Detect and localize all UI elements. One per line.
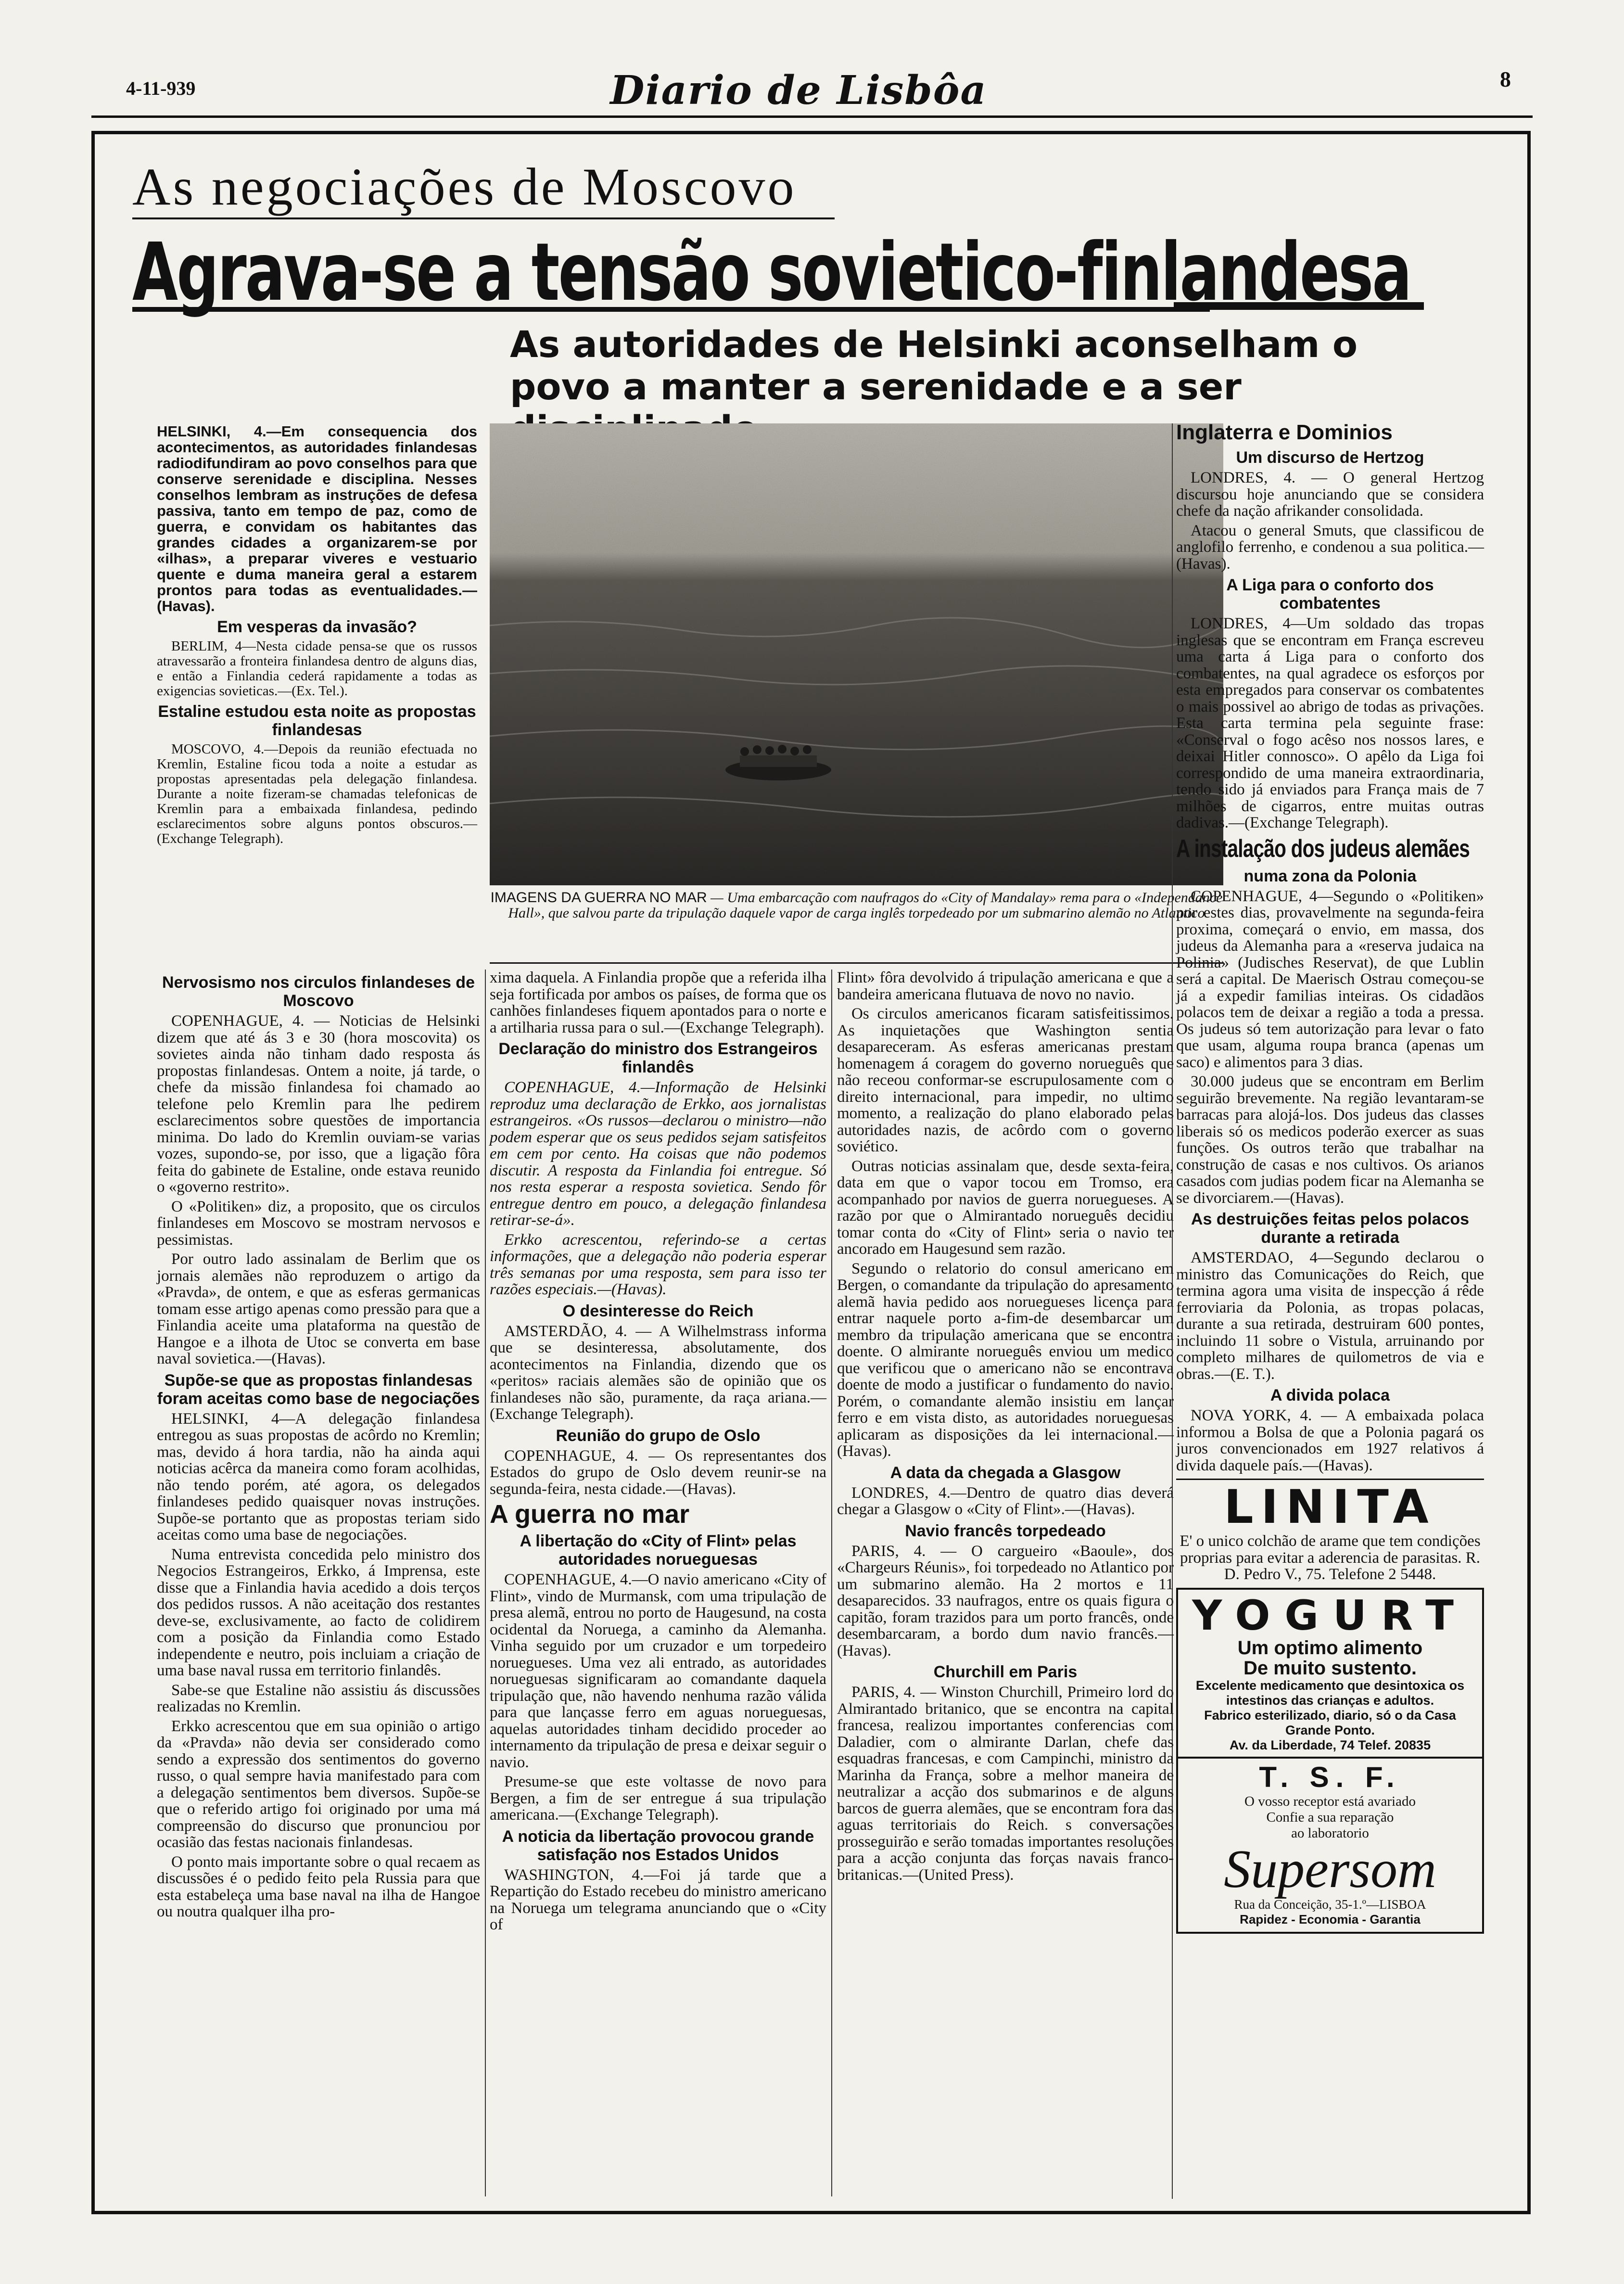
article-paragraph: Atacou o general Smuts, que classificou de anglofilo ferrenho, e condenou a sua politica.—(Havas).: [1176, 522, 1484, 573]
section-heading: Supõe-se que as propostas finlandesas foram aceitas como base de negociações: [157, 1371, 480, 1408]
linita-text: E' o unico colchão de arame que tem condições proprias para evitar a aderencia de parasitas. R. D. Pedro V., 75. Telefone 2 5448.: [1180, 1532, 1481, 1583]
article-paragraph: Por outro lado assinalam de Berlim que os jornais alemães não reproduzem o artigo da «Pravda», de ontem, e que as esferas germanicas tomam esse artigo apenas como pressão para que a Finlandia aceite uma plataforma na questão de Hangoe e a ilhota de Utoc se converta em base naval sovietica.—(Havas).: [157, 1250, 480, 1367]
tsf-text: O vosso receptor está avariado: [1244, 1793, 1416, 1809]
section-heading: Estaline estudou esta noite as propostas finlandesas: [158, 702, 476, 739]
article-paragraph: AMSTERDÃO, 4. — A Wilhelmstrass informa que se desinteressa, absolutamente, dos acontecimentos na Finlandia, dizendo que os «peritos» raciais alemães são de opinião que os finlandeses não são, puramente, da raça ariana.—(Exchange Telegraph).: [490, 1322, 826, 1423]
article-paragraph: 30.000 judeus que se encontram em Berlim seguirão brevemente. Na região levantaram-se barracas para alojá-los. Dos judeus das classes liberais só os medicos poderão exercer as suas funções. Os outros terão que trabalhar na construção de casas e nos cultivos. Os arianos casados com judias podem ficar na Alemanha se se divorciarem.—(Havas).: [1176, 1073, 1484, 1207]
section-heading: A libertação do «City of Flint» pelas autoridades norueguesas: [520, 1532, 797, 1569]
article-paragraph: Presume-se que este voltasse de novo para Bergen, a fim de ser entregue á sua tripulação americana.—(Exchange Telegraph).: [490, 1773, 826, 1824]
article-paragraph: HELSINKI, 4—A delegação finlandesa entregou as suas propostas de acôrdo no Kremlin; mas, devido á hora tardia, não ha ainda aqui noticias acêrca da maneira como foram acolhidas, não tendo porém, até agora, os delegados finlandeses pedido quaisquer novas instruções. Supõe-se portanto que as propostas teriam sido aceitas como uma base de negociações.: [157, 1410, 480, 1544]
yogurt-address: Av. da Liberdade, 74 Telef. 20835: [1229, 1737, 1431, 1752]
article-paragraph: COPENHAGUE, 4.—Informação de Helsinki reproduz uma declaração de Erkko, aos jornalistas estrangeiros. «Os russos—declarou o ministro—não podem esperar que os seus pedidos sejam satisfeitos em cem por cento. Ha coisas que não podemos discutir. A resposta da Finlandia foi entregue. Só nos resta esperar a resposta sovietica. Sendo fôr entregue dentro em pouco, a delegação finlandesa retirar-se-á».: [490, 1079, 826, 1229]
column-1-bottom: [157, 970, 480, 1923]
section-heading: O desinteresse do Reich: [562, 1301, 754, 1320]
tsf-slogan: Rapidez - Economia - Garantia: [1240, 1912, 1421, 1927]
article-paragraph: NOVA YORK, 4. — A embaixada polaca informou a Bolsa de que a Polonia pagará os juros convencionados em 1927 relativos á divida daquele país.—(Havas).: [1176, 1407, 1484, 1474]
section-heading: As destruições feitas pelos polacos durante a retirada: [1191, 1210, 1470, 1247]
headline-rule: [132, 307, 1210, 312]
article-paragraph: COPENHAGUE, 4. — Noticias de Helsinki dizem que até ás 3 e 30 (hora moscovita) os sovietes ainda não tinham dado resposta ás propostas finlandesas. Ontem a noite, já tarde, o chefe da missão finlandesa foi chamado ao telefone pelo Kremlin para lhe pedirem esclarecimentos sobre questões de importancia minima. Do lado do Kremlin ouviam-se varias vozes, supondo-se, por isso, que a ligação fôra feita do gabinete de Estaline, onde estava reunido o «governo restrito».: [157, 1012, 480, 1196]
article-paragraph: BERLIM, 4—Nesta cidade pensa-se que os russos atravessarão a fronteira finlandesa dentro de alguns dias, e então a Finlandia cederá rapidamente a todas as exigencias sovieticas.—(Ex. Tel.).: [157, 638, 477, 699]
section-heading-large: A instalação dos judeus alemães: [1176, 834, 1470, 863]
main-headline: Agrava-se a tensão sovietico-finlandesa: [132, 226, 1411, 319]
section-heading: numa zona da Polonia: [1243, 867, 1417, 885]
article-paragraph: Numa entrevista concedida pelo ministro dos Negocios Estrangeiros, Erkko, á Imprensa, este disse que a Finlandia havia acedido a dois terços dos pedidos russos. A não aceitação dos restantes deve-se, exclusivamente, ao facto de colidirem com a posição da Finlandia como Estado independente e neutro, pois incluiam a criação de uma base naval russa em territorio finlandês.: [157, 1545, 480, 1679]
section-heading: Em vesperas da invasão?: [217, 618, 417, 636]
article-paragraph: LONDRES, 4—Um soldado das tropas inglesas que se encontram em França escreveu uma carta á Liga para o conforto dos combatentes, na qual agradece os esforços por esta empregados para conservar os combatentes o mais possivel ao abrigo de todas as privações. Esta carta termina pela seguinte frase: «Conserval o fogo acêso nos nossos lares, e deixai Hitler connosco». O apêlo da Liga foi correspondido de uma maneira extraordinaria, tendo sido já enviados para França mais de 7 milhões de cigarros, entre muitas outras dadivas.—(Exchange Telegraph).: [1176, 615, 1484, 831]
column-3: [837, 970, 1174, 1886]
tsf-advertisement: [1176, 1759, 1484, 1934]
war-at-sea-photo: [490, 423, 1223, 885]
article-paragraph: WASHINGTON, 4.—Foi já tarde que a Repartição do Estado recebeu do ministro americano na Noruega um telegrama anunciando que o «City of: [490, 1866, 826, 1933]
column-2: [490, 970, 826, 1936]
article-paragraph: MOSCOVO, 4.—Depois da reunião efectuada no Kremlin, Estaline ficou toda a noite a estudar as propostas apresentadas pela delegação finlandesa. Durante a noite fizeram-se chamadas telefonicas de Kremlin para a embaixada finlandesa, pedindo esclarecimentos sobre alguns pontos obscuros.—(Exchange Telegraph).: [157, 741, 477, 846]
article-paragraph: COPENHAGUE, 4—Segundo o «Politiken» por estes dias, provavelmente na segunda-feira proxima, começará o envio, em massa, dos judeus da Alemanha para a «reserva judaica na Polinia» (Judisches Reservat), de que Lublin será a capital. De Maerisch Ostrau começou-se já a expedir familias inteiras. Os cidadãos polacos tem de deixar a região a toda a pressa. Os judeus só tem autorização para levar o fato que usam, alguma roupa branca (apenas um saco) e alimentos para 3 dias.: [1176, 887, 1484, 1071]
supersom-logo: Supersom: [1224, 1839, 1436, 1899]
article-paragraph: Outras noticias assinalam que, desde sexta-feira, data em que o vapor tocou em Tromso, era acompanhado por navios de guerra noruegueses. A razão por que o Almirantado norueguês decidiu tomar conta do «City of Flint» seria o navio ter ancorado em Haugesund sem razão.: [837, 1157, 1174, 1258]
caption-text: — Uma embarcação com naufragos do «City of Mandalay» rema para o «Independance Hall», que salvou parte da tripulação daquele vapor de carga inglês torpedeado por um submarino alemão no Atlantico: [508, 890, 1223, 921]
yogurt-logo: YOGURT: [1192, 1591, 1468, 1640]
kicker-headline: As negociações de Moscovo: [132, 157, 797, 216]
column-1-top: [157, 423, 477, 849]
article-paragraph: O ponto mais importante sobre o qual recaem as discussões é o pedido feito pela Russia para que esta estabeleça uma base naval na ilha de Hangoe ou noutra qualquer ilha pro-: [157, 1853, 480, 1920]
article-paragraph: LONDRES, 4. — O general Hertzog discursou hoje anunciando que se considera chefe da nação afrikander consolidada.: [1176, 469, 1484, 520]
section-heading: Nervosismo nos circulos finlandeses de Moscovo: [162, 973, 475, 1010]
yogurt-slogan: Um optimo alimento: [1237, 1637, 1423, 1659]
photo-caption: [490, 890, 1223, 921]
section-heading: A noticia da libertação provocou grande satisfação nos Estados Unidos: [502, 1827, 814, 1864]
section-heading: A Liga para o conforto dos combatentes: [1226, 576, 1434, 612]
yogurt-detail: Fabrico esterilizado, diario, só o da Casa Grande Ponto.: [1204, 1708, 1456, 1737]
article-paragraph: PARIS, 4. — O cargueiro «Baoule», dos «Chargeurs Réunis», foi torpedeado no Atlantico por um submarino alemão. Ha 2 mortos e 11 desaparecidos. 33 naufragos, entre os quais figura o capitão, foram trazidos para um porto francês, onde desembarcaram, a bordo dum navio francês.—(Havas).: [837, 1542, 1174, 1659]
tsf-text: ao laboratorio: [1291, 1825, 1369, 1841]
article-paragraph: AMSTERDAO, 4—Segundo declarou o ministro das Comunicações do Reich, que termina agora uma visita de inspecção á rêde ferroviaria da Polonia, as tropas polacas, durante a sua retirada, destruiram 600 pontes, incluindo 11 sobre o Vistula, arruinando por completo milhares de quilometros de via e obras.—(E. T.).: [1176, 1249, 1484, 1383]
page-number: 8: [1500, 67, 1511, 91]
tsf-address: Rua da Conceição, 35-1.º—LISBOA: [1234, 1897, 1426, 1912]
header-rule: [91, 115, 1533, 118]
yogurt-advertisement: [1176, 1588, 1484, 1759]
article-paragraph: PARIS, 4. — Winston Churchill, Primeiro lord do Almirantado britanico, que se encontra na capital francesa, realizou importantes conferencias com Daladier, com o almirante Darlan, chefe das esquadras francesas, e com Campinchi, ministro da Marinha da França, sobre a melhor maneira de neutralizar a acção dos submarinos e de alguns barcos de guerra alemães, que se encontram fora das aguas territoriais do Reich. s conversações prosseguirão e serão tomadas importantes resoluções para a acção conjunta das forças navais franco-britanicas.—(United Press).: [837, 1684, 1174, 1884]
article-paragraph: Os circulos americanos ficaram satisfeitissimos. As inquietações que Washington sentia desapareceram. As esferas americanas prestam homenagem á coragem do governo norueguês que não receou conformar-se escrupulosamente com o direito internacional, para impedir, no ultimo momento, a realização do plano elaborado pelas autoridades nazis, de acôrdo com o governo soviético.: [837, 1005, 1174, 1155]
column-rule: [485, 970, 486, 2196]
article-paragraph: Flint» fôra devolvido á tripulação americana e que a bandeira americana flutuava de novo no navio.: [837, 969, 1174, 1003]
column-rule: [831, 970, 832, 2196]
yogurt-detail: Excelente medicamento que desintoxica os intestinos das crianças e adultos.: [1195, 1678, 1465, 1708]
caption-lead: IMAGENS DA GUERRA NO MAR: [490, 890, 707, 906]
issue-date: 4-11-939: [126, 77, 196, 99]
article-paragraph: Sabe-se que Estaline não assistiu ás discussões realizadas no Kremlin.: [157, 1681, 480, 1715]
article-paragraph: COPENHAGUE, 4.—O navio americano «City of Flint», vindo de Murmansk, com uma tripulação de presa alemã, entrou no porto de Haugesund, na costa ocidental da Noruega, a caminho da Alemanha. Vinha seguido por um cruzador e um torpedeiro noruegueses. Uma vez ali entrado, as autoridades norueguesas significaram ao comandante daquela tripulação que, não havendo nenhuma razão válida para que lançasse ferro em aguas norueguesas, aquelas autoridades tinham decidido proceder ao internamento da tripulação de presa e deixar seguir o navio.: [490, 1571, 826, 1771]
section-heading-large: A guerra no mar: [490, 1500, 690, 1529]
section-heading: A data da chegada a Glasgow: [890, 1463, 1121, 1482]
article-paragraph: O «Politiken» diz, a proposito, que os circulos finlandeses em Moscovo se mostram nervosos e pessimistas.: [157, 1198, 480, 1249]
section-heading-large: Inglaterra e Dominios: [1176, 421, 1393, 444]
section-heading: Reunião do grupo de Oslo: [556, 1426, 761, 1445]
article-paragraph: Erkko acrescentou que em sua opinião o artigo da «Pravda» não devia ser considerado como sendo a expressão dos sentimentos do governo russo, o qual sempre havia manifestado para com a delegação sentimentos bem diversos. Supõe-se que o referido artigo foi originado por uma má compreensão do discurso que pronunciou por ocasião das festas nacionais finlandesas.: [157, 1717, 480, 1851]
column-4: [1176, 419, 1484, 1934]
yogurt-slogan: De muito sustento.: [1243, 1657, 1417, 1679]
lead-paragraph: HELSINKI, 4.—Em consequencia dos acontecimentos, as autoridades finlandesas radiodifundiram ao povo conselhos para que conserve serenidade e disciplina. Nesses conselhos lembram as instruções de defesa passiva, tanto em tempo de paz, como de guerra, e convidam os habitantes das grandes cidades a organizarem-se por «ilhas», a preparar viveres e vestuario quente e duma maneira geral a estarem prontos para todas as eventualidades.—(Havas).: [157, 423, 477, 614]
section-heading: A divida polaca: [1270, 1386, 1390, 1404]
linita-advertisement: [1176, 1479, 1484, 1583]
section-heading: Declaração do ministro dos Estrangeiros finlandês: [498, 1040, 818, 1076]
kicker-rule: [132, 217, 835, 219]
tsf-text: Confie a sua reparação: [1266, 1809, 1394, 1825]
section-divider: [490, 962, 1223, 964]
linita-logo: LINITA: [1224, 1480, 1436, 1534]
article-paragraph: Segundo o relatorio do consul americano em Bergen, o comandante da tripulação do apresamento alemã havia pedido aos noruegueses licença para entrar naquele porto a-fim-de desembarcar um membro da tripulação americana que se encontra doente. O almirante norueguês enviou um medico que verificou que o americano não se encontrava doente de modo a justificar o fundamento do navio. Porém, o comandante alemão insistiu em lançar ferro e em vista disto, as autoridades norueguesas aplicaram as disposições da lei internacional.—(Havas).: [837, 1260, 1174, 1460]
headline-rule-heavy: [1174, 302, 1424, 310]
article-paragraph: Erkko acrescentou, referindo-se a certas informações, que a delegação não poderia esperar três semanas por uma resposta, sem para isso ter razões especiais.—(Havas).: [490, 1231, 826, 1298]
tsf-logo: T. S. F.: [1259, 1761, 1401, 1793]
article-paragraph: xima daquela. A Finlandia propõe que a referida ilha seja fortificada por ambos os países, de forma que os canhões finlandeses fiquem apontados para o norte e a artilharia russa para o sul.—(Exchange Telegraph).: [490, 969, 826, 1036]
sub-headline: As autoridades de Helsinki aconselham o povo a manter a serenidade e a ser: [510, 323, 1358, 408]
masthead: Diario de Lisbôa: [610, 67, 987, 114]
section-heading: Navio francês torpedeado: [905, 1521, 1106, 1540]
section-heading: Um discurso de Hertzog: [1236, 448, 1424, 467]
article-paragraph: COPENHAGUE, 4. — Os representantes dos Estados do grupo de Oslo devem reunir-se na segunda-feira, nesta cidade.—(Havas).: [490, 1447, 826, 1498]
article-paragraph: LONDRES, 4.—Dentro de quatro dias deverá chegar a Glasgow o «City of Flint».—(Havas).: [837, 1484, 1174, 1518]
section-heading: Churchill em Paris: [933, 1663, 1078, 1681]
